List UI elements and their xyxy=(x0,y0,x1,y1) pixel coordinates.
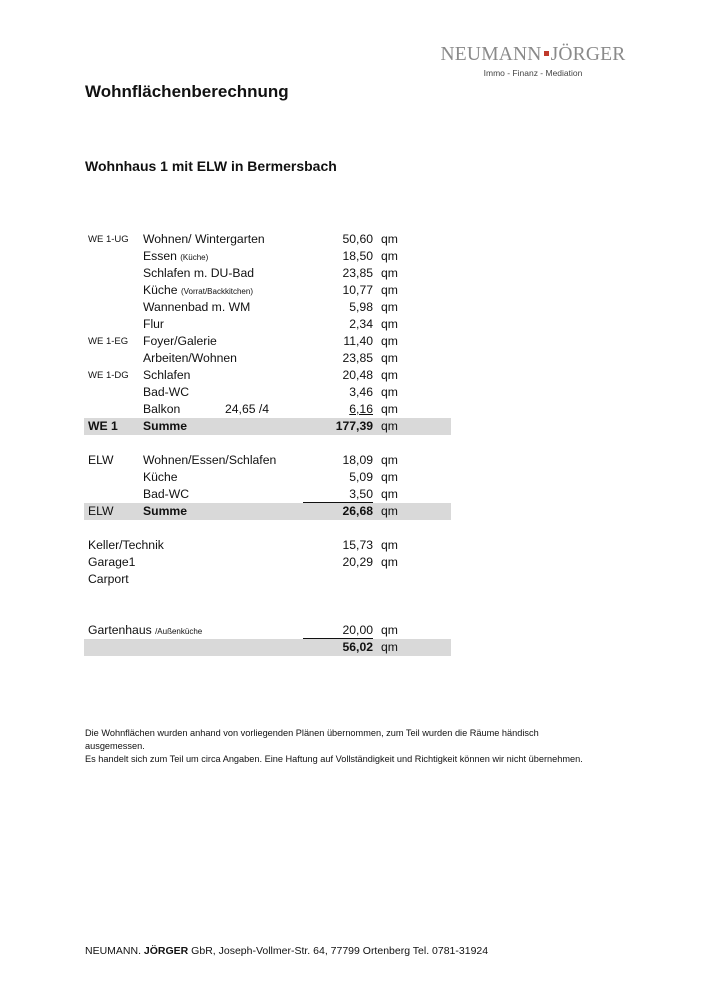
table-row xyxy=(84,231,451,248)
room-area: 5,09 xyxy=(349,470,373,484)
unit-label: qm xyxy=(381,623,398,637)
sum-row-we1 xyxy=(84,418,451,435)
unit-label: qm xyxy=(381,470,398,484)
room-area: 3,50 xyxy=(349,487,373,501)
table-row xyxy=(84,622,451,639)
page-title: Wohnflächenberechnung xyxy=(85,82,289,101)
sum-value: 177,39 xyxy=(335,419,373,433)
room-area: 2,34 xyxy=(349,317,373,331)
unit-label: qm xyxy=(381,368,398,382)
unit-label: qm xyxy=(381,640,398,654)
sum-row-elw xyxy=(84,503,451,520)
unit-label: qm xyxy=(381,317,398,331)
footer-company: NEUMANN. xyxy=(85,945,144,957)
page-footer xyxy=(85,945,488,957)
footer-address: GbR, Joseph-Vollmer-Str. 64, 77799 Ortenberg Tel. 0781-31924 xyxy=(188,945,489,957)
table-row xyxy=(84,537,451,554)
logo-name xyxy=(440,44,626,66)
unit-label: qm xyxy=(381,419,398,433)
room-area: 50,60 xyxy=(342,232,373,246)
group-label: WE 1-UG xyxy=(88,234,129,245)
spacer xyxy=(84,588,451,605)
company-logo xyxy=(440,44,626,79)
table-row xyxy=(84,452,451,469)
room-name: Bad-WC xyxy=(143,385,190,399)
page-subtitle: Wohnhaus 1 mit ELW in Bermersbach xyxy=(85,158,337,174)
item-name: Garage1 xyxy=(88,555,136,569)
sum-label: Summe xyxy=(143,504,188,518)
table-row xyxy=(84,265,451,282)
table-row xyxy=(84,367,451,384)
room-name: Flur xyxy=(143,317,164,331)
sum-value: 56,02 xyxy=(342,640,373,654)
unit-label: qm xyxy=(381,249,398,263)
room-name-cell xyxy=(143,282,253,300)
item-name: Gartenhaus xyxy=(88,623,152,637)
table-row xyxy=(84,350,451,367)
room-name-cell xyxy=(143,248,208,266)
table-row xyxy=(84,299,451,316)
table-row xyxy=(84,333,451,350)
group-label: ELW xyxy=(88,504,114,518)
table-row xyxy=(84,282,451,299)
item-name-cell xyxy=(88,622,202,640)
item-area: 20,00 xyxy=(342,623,373,637)
room-name: Essen xyxy=(143,249,177,263)
table-row xyxy=(84,486,451,503)
room-area: 23,85 xyxy=(342,266,373,280)
item-name: Carport xyxy=(88,572,129,586)
unit-label: qm xyxy=(381,402,398,416)
room-name: Küche xyxy=(143,470,178,484)
room-note: (Vorrat/Backkitchen) xyxy=(180,287,253,296)
spacer xyxy=(84,520,451,537)
item-note: /Außenküche xyxy=(155,627,203,636)
spacer xyxy=(84,435,451,452)
logo-separator xyxy=(544,51,549,56)
table-row xyxy=(84,316,451,333)
sum-label: Summe xyxy=(143,419,188,433)
unit-label: qm xyxy=(381,555,398,569)
area-table xyxy=(84,231,451,656)
item-area: 15,73 xyxy=(342,538,373,552)
note-paragraph: Es handelt sich zum Teil um circa Angaben. Eine Haftung auf Vollständigkeit und Richtigkeit können wir nicht übernehmen. xyxy=(85,754,583,764)
unit-label: qm xyxy=(381,283,398,297)
unit-label: qm xyxy=(381,538,398,552)
table-row xyxy=(84,401,451,418)
logo-tagline: Immo - Finanz - Mediation xyxy=(483,68,583,78)
room-name: Wannenbad m. WM xyxy=(143,300,251,314)
unit-label: qm xyxy=(381,351,398,365)
room-area: 18,50 xyxy=(342,249,373,263)
sum-value: 26,68 xyxy=(342,504,373,518)
room-area: 5,98 xyxy=(349,300,373,314)
logo-name-left: NEUMANN xyxy=(440,44,542,65)
unit-label: qm xyxy=(381,385,398,399)
unit-label: qm xyxy=(381,453,398,467)
table-row xyxy=(84,248,451,265)
footer-company-bold: JÖRGER xyxy=(143,945,189,957)
room-name: Wohnen/Essen/Schlafen xyxy=(143,453,277,467)
unit-label: qm xyxy=(381,504,398,518)
room-name: Wohnen/ Wintergarten xyxy=(143,232,265,246)
room-area: 11,40 xyxy=(343,334,373,348)
note-paragraph: Die Wohnflächen wurden anhand von vorliegenden Plänen übernommen, zum Teil wurden die Räume händisch ausgemessen. xyxy=(85,728,539,751)
room-area: 6,16 xyxy=(349,402,373,416)
group-label: WE 1-EG xyxy=(88,336,129,347)
spacer xyxy=(84,605,451,622)
unit-label: qm xyxy=(381,300,398,314)
unit-label: qm xyxy=(381,266,398,280)
room-name: Balkon xyxy=(143,402,181,416)
logo-name-right: JÖRGER xyxy=(550,44,626,65)
room-name: Arbeiten/Wohnen xyxy=(143,351,237,365)
room-area: 23,85 xyxy=(342,351,373,365)
room-name: Schlafen xyxy=(143,368,191,382)
room-calculation: 24,65 /4 xyxy=(225,402,270,416)
group-label: WE 1-DG xyxy=(88,370,129,381)
disclaimer-notes xyxy=(85,727,585,766)
item-area: 20,29 xyxy=(342,555,373,569)
room-area: 20,48 xyxy=(342,368,373,382)
item-name: Keller/Technik xyxy=(88,538,164,552)
room-name: Bad-WC xyxy=(143,487,190,501)
table-row xyxy=(84,554,451,571)
room-area: 3,46 xyxy=(349,385,373,399)
room-name: Schlafen m. DU-Bad xyxy=(143,266,255,280)
unit-label: qm xyxy=(381,334,398,348)
group-label: WE 1 xyxy=(88,419,118,433)
group-label: ELW xyxy=(88,453,114,467)
table-row xyxy=(84,469,451,486)
room-name: Foyer/Galerie xyxy=(143,334,217,348)
sum-row-others xyxy=(84,639,451,656)
unit-label: qm xyxy=(381,487,398,501)
room-area: 18,09 xyxy=(342,453,373,467)
table-row xyxy=(84,384,451,401)
room-name: Küche xyxy=(143,283,178,297)
unit-label: qm xyxy=(381,232,398,246)
table-row xyxy=(84,571,451,588)
room-area: 10,77 xyxy=(342,283,373,297)
room-note: (Küche) xyxy=(180,253,209,262)
